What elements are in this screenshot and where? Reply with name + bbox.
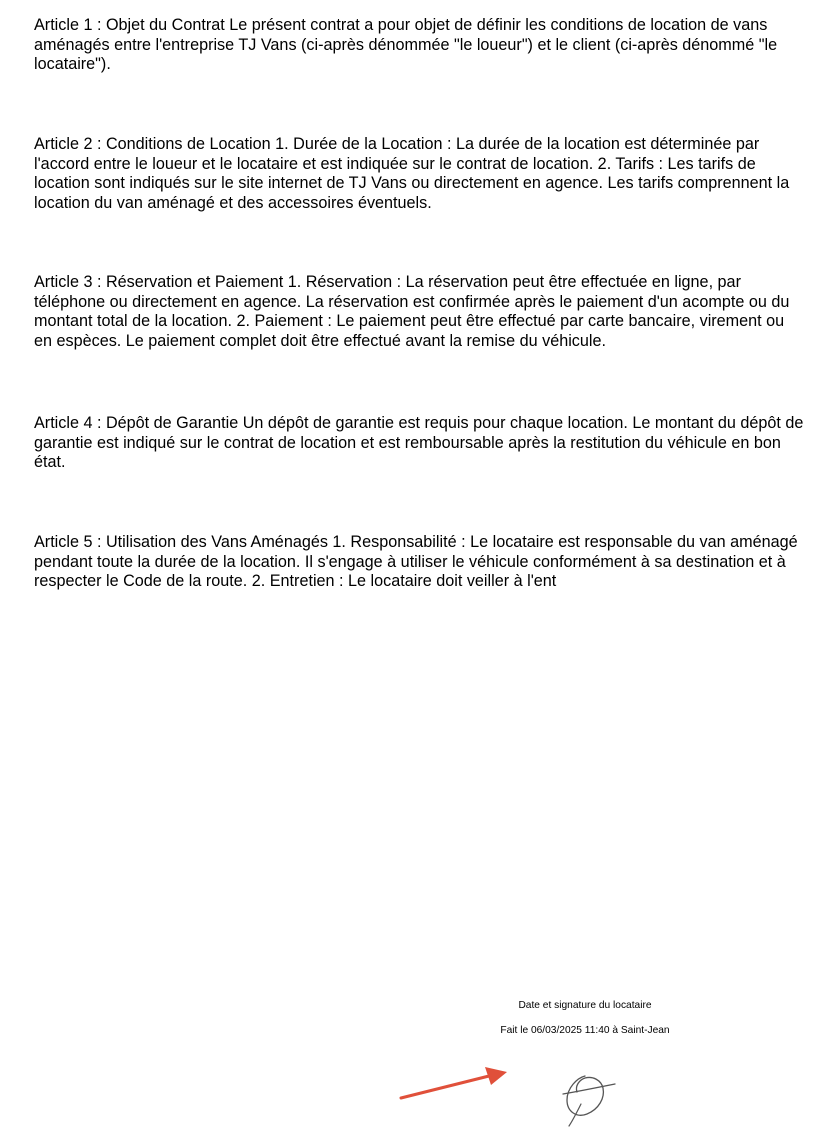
article-5: Article 5 : Utilisation des Vans Aménagés 1. Responsabilité : Le locataire est responsable du van aménagé pendant toute la durée de la location. Il s'engage à utiliser le véhicule conformément à sa destination et à respecter le Code de la route. 2. Entretien : Le locataire doit veiller à l'ent (34, 533, 798, 591)
signature-date-line: Fait le 06/03/2025 11:40 à Saint-Jean (500, 1025, 670, 1036)
arrow-shaft (401, 1076, 489, 1098)
article-1: Article 1 : Objet du Contrat Le présent contrat a pour objet de définir les conditions de location de vans aménagés entre l'entreprise TJ Vans (ci-après dénommée "le loueur") et le client (ci-après dénommé "le locataire"). (34, 16, 778, 74)
article-4: Article 4 : Dépôt de Garantie Un dépôt de garantie est requis pour chaque location. Le montant du dépôt de garantie est indiqué sur le contrat de location et est remboursable après la restitution du véhicule en bon état. (34, 414, 804, 472)
signature-title: Date et signature du locataire (518, 1000, 652, 1011)
article-2: Article 2 : Conditions de Location 1. Durée de la Location : La durée de la location est déterminée par l'accord entre le loueur et le locataire et est indiquée sur le contrat de location. 2. Tarifs : Les tarifs de location sont indiqués sur le site internet de TJ Vans ou directement en agence. Les tarifs comprennent la location du van aménagé et des accessoires éventuels. (34, 135, 790, 212)
article-3: Article 3 : Réservation et Paiement 1. Réservation : La réservation peut être effectuée en ligne, par téléphone ou directement en agence. La réservation est confirmée après le paiement d'un acompte ou du montant total de la location. 2. Paiement : Le paiement peut être effectué par carte bancaire, virement ou en espèces. Le paiement complet doit être effectué avant la remise du véhicule. (34, 273, 790, 350)
arrow-head (485, 1067, 507, 1085)
handwritten-signature (555, 1068, 625, 1130)
pointer-arrow-icon (395, 1060, 525, 1110)
